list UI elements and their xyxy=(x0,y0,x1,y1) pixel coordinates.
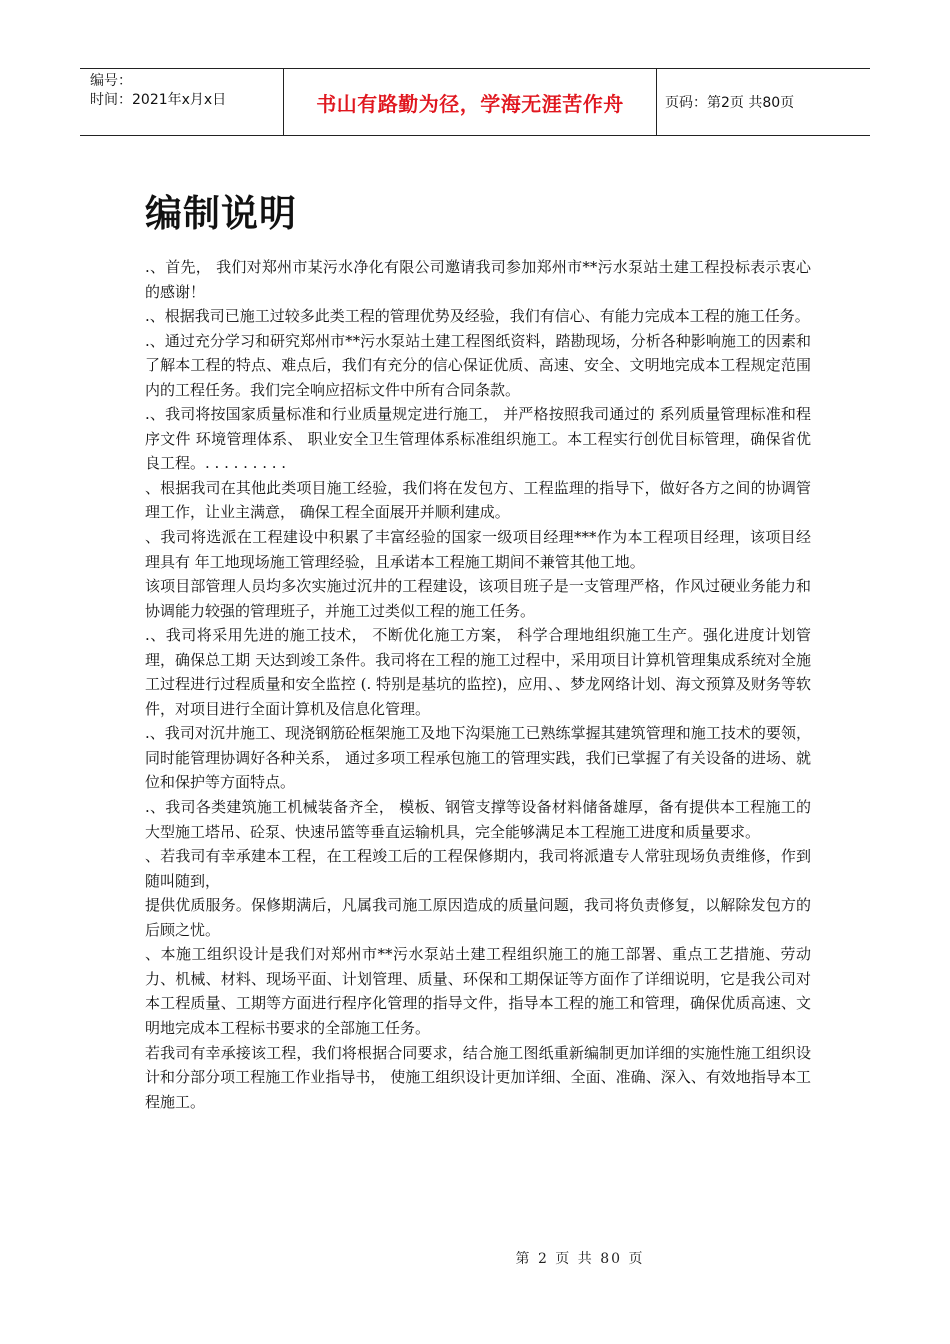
header-page-number: 页码：第2页 共80页 xyxy=(665,95,795,111)
page-header xyxy=(80,68,870,136)
page-footer: 第 2 页 共 80 页 xyxy=(515,1251,645,1267)
paragraph: 若我司有幸承接该工程，我们将根据合同要求，结合施工图纸重新编制更加详细的实施性施工组织设计和分部分项工程施工作业指导书， 使施工组织设计更加详细、全面、准确、深入、有效地指导本工程施工。 xyxy=(145,1043,811,1111)
document-title: 编制说明 xyxy=(145,192,297,235)
paragraph: 、根据我司在其他此类项目施工经验，我们将在发包方、工程监理的指导下，做好各方之间的协调管理工作，让业主满意， 确保工程全面展开并顺利建成。 xyxy=(145,478,811,522)
paragraph: .、我司对沉井施工、现浇钢筋砼框架施工及地下沟渠施工已熟练掌握其建筑管理和施工技术的要领，同时能管理协调好各种关系， 通过多项工程承包施工的管理实践，我们已掌握了有关设备的进场、就位和保护等方面特点。 xyxy=(145,724,811,792)
paragraph: .、我司将采用先进的施工技术， 不断优化施工方案， 科学合理地组织施工生产。强化进度计划管理，确保总工期 天达到竣工条件。我司将在工程的施工过程中，采用项目计算机管理集成系统对全施工过程进行过程质量和安全监控 (. 特别是基坑的监控)，应用、、梦龙网络计划、海文预算及财务等软件，对项目进行全面计算机及信息化管理。 xyxy=(145,626,811,718)
paragraph: 、若我司有幸承建本工程，在工程竣工后的工程保修期内，我司将派遣专人常驻现场负责维修，作到随叫随到， xyxy=(145,847,811,890)
document-number-label: 编号： xyxy=(90,73,132,89)
paragraph: .、通过充分学习和研究郑州市**污水泵站土建工程图纸资料，踏勘现场，分析各种影响施工的因素和了解本工程的特点、难点后，我们有充分的信心保证优质、高速、安全、文明地完成本工程规定范围内的工程任务。我们完全响应招标文件中所有合同条款。 xyxy=(145,331,811,399)
document-date-label: 时间：2021年x月x日 xyxy=(90,92,227,108)
paragraph: .、我司将按国家质量标准和行业质量规定进行施工， 并严格按照我司通过的 系列质量管理标准和程序文件 环境管理体系、 职业安全卫生管理体系标准组织施工。本工程实行创优目标管理，确保省优良工程。. . . . . . . . . xyxy=(145,405,811,473)
header-meta xyxy=(80,69,283,135)
paragraph: .、我司各类建筑施工机械装备齐全， 模板、钢管支撑等设备材料储备雄厚，备有提供本工程施工的大型施工塔吊、砼泵、快速吊篮等垂直运输机具，完全能够满足本工程施工进度和质量要求。 xyxy=(145,798,811,841)
header-motto: 书山有路勤为径，学海无涯苦作舟 xyxy=(283,69,657,135)
paragraph: 提供优质服务。保修期满后，凡属我司施工原因造成的质量问题，我司将负责修复，以解除发包方的后顾之忧。 xyxy=(145,896,811,939)
document-body xyxy=(145,255,811,1114)
paragraph: 该项目部管理人员均多次实施过沉井的工程建设，该项目班子是一支管理严格，作风过硬业务能力和协调能力较强的管理班子，并施工过类似工程的施工任务。 xyxy=(145,577,811,620)
paragraph: .、根据我司已施工过较多此类工程的管理优势及经验，我们有信心、有能力完成本工程的施工任务。 xyxy=(145,307,810,326)
paragraph: .、首先， 我们对郑州市某污水净化有限公司邀请我司参加郑州市**污水泵站土建工程投标表示衷心的感谢！ xyxy=(145,258,811,301)
paragraph: 、本施工组织设计是我们对郑州市**污水泵站土建工程组织施工的施工部署、重点工艺措施、劳动力、机械、材料、现场平面、计划管理、质量、环保和工期保证等方面作了详细说明，它是我公司对本工程质量、工期等方面进行程序化管理的指导文件，指导本工程的施工和管理，确保优质高速、文明地完成本工程标书要求的全部施工任务。 xyxy=(145,945,811,1037)
paragraph: 、我司将选派在工程建设中积累了丰富经验的国家一级项目经理***作为本工程项目经理，该项目经理具有 年工地现场施工管理经验，且承诺本工程施工期间不兼管其他工地。 xyxy=(145,528,811,571)
